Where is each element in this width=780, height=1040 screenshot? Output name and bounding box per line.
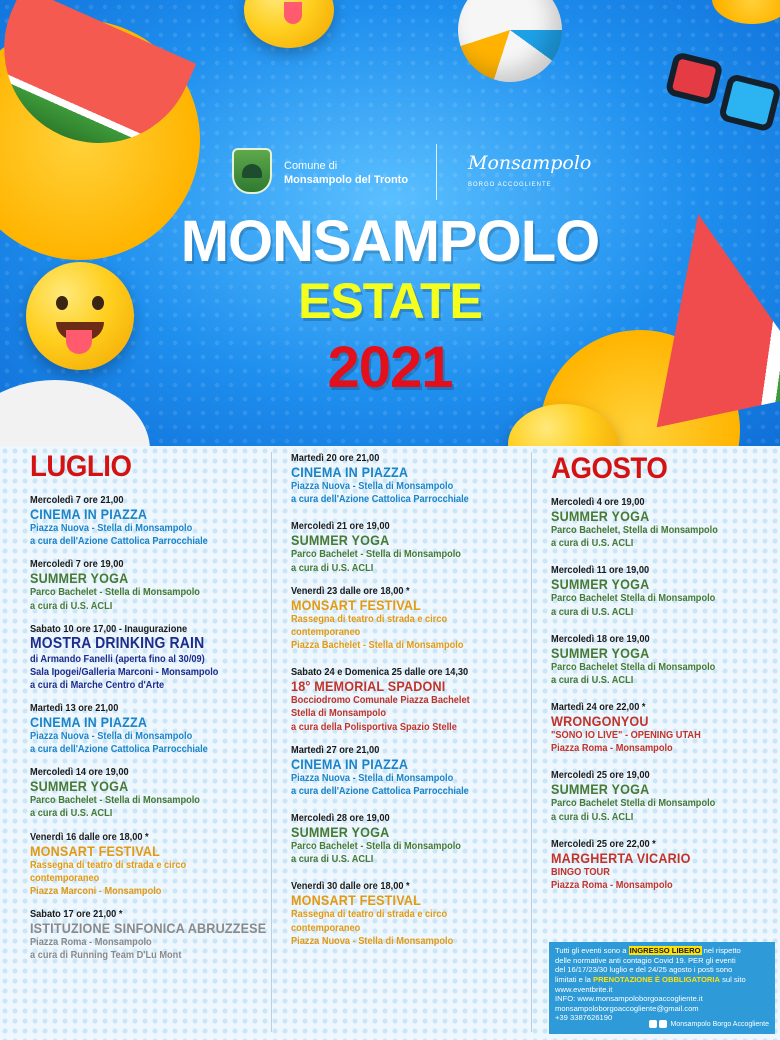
event-line: Piazza Nuova - Stella di Monsampolo	[291, 480, 454, 493]
event-line: Parco Bachelet - Stella di Monsampolo	[30, 794, 200, 807]
event-title: SUMMER YOGA	[551, 644, 650, 661]
event-line: "SONO IO LIVE" - OPENING UTAH	[551, 729, 701, 742]
event-line: Bocciodromo Comunale Piazza Bachelet	[291, 694, 470, 707]
event-date: Venerdì 30 dalle ore 18,00 *	[291, 880, 410, 893]
event-title: SUMMER YOGA	[30, 778, 129, 795]
event-date: Venerdì 16 dalle ore 18,00 *	[30, 830, 149, 843]
event-line: a cura di U.S. ACLI	[551, 673, 634, 686]
email-link[interactable]: monsampoloborgoaccogliente@gmail.com	[555, 1003, 699, 1013]
event-line: Parco Bachelet - Stella di Monsampolo	[30, 586, 200, 599]
month-heading: AGOSTO	[551, 452, 668, 485]
event-date: Sabato 10 ore 17,00 - Inaugurazione	[30, 622, 188, 635]
event-date: Mercoledì 7 ore 21,00	[30, 494, 124, 506]
info-text: delle normative anti contagio Covid 19. PER gli eventi	[555, 955, 736, 965]
middle-column	[291, 452, 527, 958]
event-title: SUMMER YOGA	[291, 823, 390, 840]
eventbrite-link[interactable]: www.eventbrite.it	[555, 984, 613, 994]
event-title: CINEMA IN PIAZZA	[30, 506, 148, 522]
event-line: a cura di U.S. ACLI	[30, 599, 113, 612]
event-line: a cura di U.S. ACLI	[551, 537, 634, 550]
event-line: Stella di Monsampolo	[291, 707, 386, 720]
event-line: Parco Bachelet - Stella di Monsampolo	[291, 548, 461, 561]
event-line: a cura di Marche Centro d'Arte	[30, 678, 165, 691]
event-date: Martedì 24 ore 22,00 *	[551, 701, 646, 714]
social-handle[interactable]	[649, 1020, 769, 1030]
event-date: Mercoledì 28 ore 19,00	[291, 811, 390, 824]
event-date: Sabato 24 e Domenica 25 dalle ore 14,30	[291, 666, 469, 679]
hero-banner	[0, 0, 780, 446]
event-title: SUMMER YOGA	[551, 576, 650, 593]
title-line-3: 2021	[327, 335, 453, 400]
event-item	[30, 766, 268, 820]
event-title: SUMMER YOGA	[551, 508, 650, 524]
event-line: contemporaneo	[30, 871, 100, 884]
event-line: di Armando Fanelli (aperta fino al 30/09)	[30, 652, 205, 665]
coat-of-arms-icon	[232, 148, 272, 194]
event-line: Piazza Roma - Monsampolo	[30, 936, 152, 949]
event-line: Parco Bachelet Stella di Monsampolo	[551, 592, 716, 605]
info-text: sul sito	[722, 974, 746, 984]
event-item	[291, 585, 527, 652]
event-line: Piazza Nuova - Stella di Monsampolo	[30, 729, 193, 742]
event-item	[30, 831, 268, 898]
event-line: Piazza Nuova - Stella di Monsampolo	[291, 771, 454, 784]
event-date: Mercoledì 25 ore 19,00	[551, 769, 650, 782]
sun-decoration-corner	[712, 0, 780, 24]
event-date: Sabato 17 ore 21,00 *	[30, 908, 123, 921]
event-line: Rassegna di teatro di strada e circo	[30, 858, 187, 871]
event-date: Mercoledì 25 ore 22,00 *	[551, 837, 656, 850]
event-line: a cura di U.S. ACLI	[291, 853, 374, 866]
column-divider	[271, 452, 272, 1032]
luglio-column	[30, 450, 268, 972]
event-title: CINEMA IN PIAZZA	[30, 713, 148, 730]
event-line: a cura della Polisportiva Spazio Stelle	[291, 720, 457, 733]
facebook-icon	[649, 1020, 657, 1028]
event-item	[291, 880, 527, 947]
agosto-column	[551, 452, 777, 902]
event-line: Piazza Nuova - Stella di Monsampolo	[30, 522, 193, 535]
event-date: Mercoledì 18 ore 19,00	[551, 632, 650, 645]
event-line: Piazza Bachelet - Stella di Monsampolo	[291, 639, 464, 652]
info-text: limitati e la	[555, 974, 591, 984]
event-date: Venerdì 23 dalle ore 18,00 *	[291, 584, 410, 597]
title-line-1: MONSAMPOLO	[180, 209, 600, 274]
event-item	[551, 496, 777, 550]
website-link[interactable]: INFO: www.monsampoloborgoaccogliente.it	[555, 994, 703, 1004]
event-date: Mercoledì 7 ore 19,00	[30, 558, 124, 571]
event-line: a cura dell'Azione Cattolica Parrocchiale	[291, 493, 469, 506]
event-line: Rassegna di teatro di strada e circo	[291, 612, 448, 625]
month-heading: LUGLIO	[30, 450, 132, 483]
instagram-icon	[659, 1020, 667, 1028]
event-line: Piazza Roma - Monsampolo	[551, 878, 673, 891]
event-item	[30, 558, 268, 612]
info-text: del 16/17/23/30 luglio e del 24/25 agosto i posti sono	[555, 965, 733, 975]
event-item	[291, 812, 527, 866]
event-date: Martedì 13 ore 21,00	[30, 701, 119, 714]
event-line: Rassegna di teatro di strada e circo	[291, 908, 448, 921]
booking-required: PRENOTAZIONE È OBBLIGATORIA	[593, 974, 720, 984]
event-line: Parco Bachelet, Stella di Monsampolo	[551, 524, 718, 537]
event-title: SUMMER YOGA	[551, 781, 650, 798]
event-item	[30, 494, 268, 548]
logo-divider	[436, 144, 437, 200]
event-title: WRONGONYOU	[551, 713, 649, 730]
info-text: Tutti gli eventi sono a	[555, 946, 627, 955]
event-line: Parco Bachelet Stella di Monsampolo	[551, 660, 716, 673]
emoji-tongue-top	[244, 0, 334, 48]
event-line: a cura dell'Azione Cattolica Parrocchiale	[30, 535, 208, 548]
event-line: a cura di U.S. ACLI	[551, 810, 634, 823]
event-line: a cura di Running Team D'Lu Mont	[30, 949, 182, 962]
event-date: Mercoledì 4 ore 19,00	[551, 496, 645, 508]
event-item	[551, 564, 777, 618]
event-item	[30, 702, 268, 756]
event-date: Mercoledì 11 ore 19,00	[551, 564, 650, 577]
sunglasses-icon	[660, 51, 780, 139]
event-item	[551, 838, 777, 892]
event-line: Piazza Roma - Monsampolo	[551, 742, 673, 755]
event-item	[291, 452, 527, 506]
event-title: SUMMER YOGA	[30, 570, 129, 587]
event-title: MONSART FESTIVAL	[291, 892, 422, 909]
event-item	[291, 666, 527, 733]
event-line: Parco Bachelet Stella di Monsampolo	[551, 797, 716, 810]
event-item	[551, 633, 777, 687]
event-item	[291, 744, 527, 798]
event-line: a cura di U.S. ACLI	[551, 605, 634, 618]
event-line: Piazza Marconi - Monsampolo	[30, 884, 162, 897]
event-item	[30, 623, 268, 692]
event-line: a cura dell'Azione Cattolica Parrocchiale	[30, 743, 208, 756]
event-title: 18° MEMORIAL SPADONI	[291, 678, 446, 695]
event-item	[551, 701, 777, 755]
event-date: Martedì 27 ore 21,00	[291, 743, 380, 756]
event-line: contemporaneo	[291, 921, 361, 934]
borgo-logo: Monsampolo	[468, 152, 592, 174]
event-title: SUMMER YOGA	[291, 532, 390, 549]
event-item	[291, 520, 527, 574]
event-item	[551, 769, 777, 823]
event-title: CINEMA IN PIAZZA	[291, 755, 409, 772]
phone-number[interactable]: +39 3387626190	[555, 1013, 613, 1023]
title-line-2: ESTATE	[298, 273, 482, 329]
event-line: Piazza Nuova - Stella di Monsampolo	[291, 934, 454, 947]
info-text: nel rispetto	[703, 946, 741, 955]
event-title: MONSART FESTIVAL	[291, 596, 422, 613]
event-date: Mercoledì 21 ore 19,00	[291, 520, 390, 533]
beach-ball-icon	[458, 0, 562, 82]
free-entry-highlight: INGRESSO LIBERO	[629, 946, 701, 955]
event-date: Mercoledì 14 ore 19,00	[30, 766, 129, 779]
event-line: a cura di U.S. ACLI	[291, 561, 374, 574]
event-title: ISTITUZIONE SINFONICA ABRUZZESE	[30, 920, 267, 937]
column-divider	[531, 452, 532, 1032]
event-date: Martedì 20 ore 21,00	[291, 452, 380, 464]
comune-label: Comune di	[284, 160, 338, 172]
logo-bar	[232, 142, 592, 204]
event-line: a cura dell'Azione Cattolica Parrocchiale	[291, 784, 469, 797]
event-line: Sala Ipogei/Galleria Marconi - Monsampolo	[30, 665, 219, 678]
event-line: BINGO TOUR	[551, 865, 610, 878]
event-line: a cura di U.S. ACLI	[30, 807, 113, 820]
event-line: contemporaneo	[291, 625, 361, 638]
social-handle-text: Monsampolo Borgo Accogliente	[670, 1021, 769, 1029]
event-title: MOSTRA DRINKING RAIN	[30, 634, 205, 652]
event-title: CINEMA IN PIAZZA	[291, 464, 409, 480]
comune-name: Monsampolo del Tronto	[284, 174, 409, 186]
event-item	[30, 908, 268, 962]
borgo-logo-subtitle: BORGO ACCOGLIENTE	[468, 182, 552, 188]
info-box	[549, 942, 775, 1034]
event-line: Parco Bachelet - Stella di Monsampolo	[291, 840, 461, 853]
event-title: MONSART FESTIVAL	[30, 842, 161, 859]
event-title: MARGHERTA VICARIO	[551, 849, 691, 866]
